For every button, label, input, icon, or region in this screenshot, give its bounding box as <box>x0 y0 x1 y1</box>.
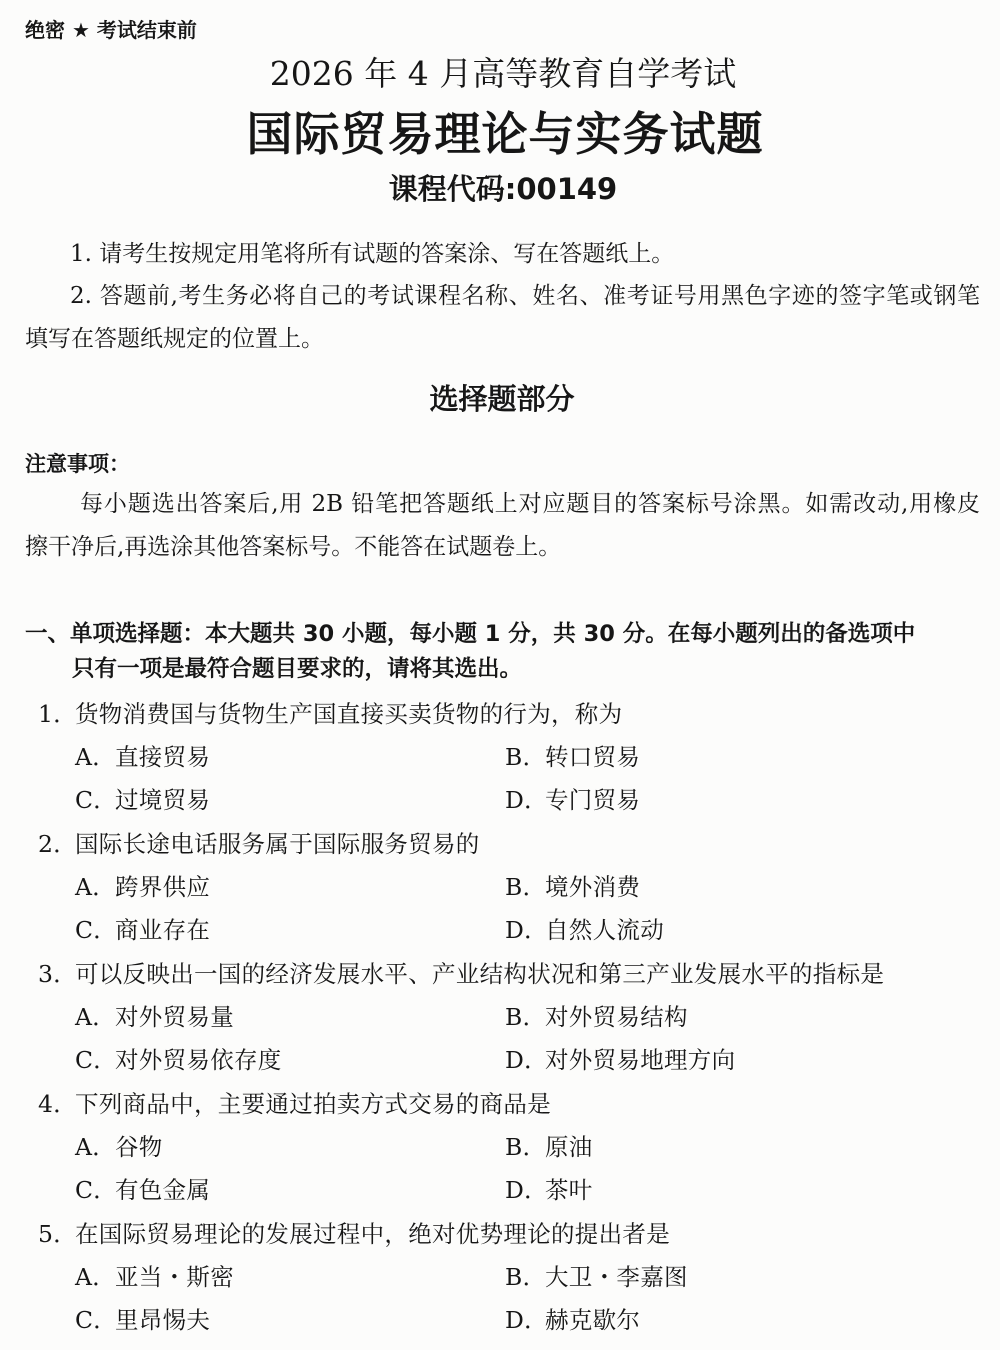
option-label: D． <box>505 1306 548 1334</box>
option-text: 大卫・李嘉图 <box>545 1263 688 1291</box>
option-c <box>75 786 211 814</box>
option-c <box>75 1176 211 1204</box>
question-number: 1． <box>38 700 78 728</box>
option-label: C． <box>75 1046 118 1074</box>
question-stem: 国际长途电话服务属于国际服务贸易的 <box>75 830 480 858</box>
option-c <box>75 1046 282 1074</box>
option-text: 对外贸易量 <box>115 1003 234 1031</box>
option-text: 对外贸易依存度 <box>115 1046 282 1074</box>
part-title: 选择题部分 <box>429 382 575 416</box>
option-label: A． <box>75 743 117 771</box>
option-label: D． <box>505 1176 548 1204</box>
section-heading-line-1: 一、单项选择题：本大题共 30 小题，每小题 1 分，共 30 分。在每小题列出的备选项中 <box>25 621 916 647</box>
option-text: 有色金属 <box>115 1176 211 1204</box>
option-text: 直接贸易 <box>115 743 211 771</box>
option-label: C． <box>75 1176 118 1204</box>
option-a <box>75 1133 163 1161</box>
option-d <box>505 1306 641 1334</box>
question-number: 2． <box>38 830 78 858</box>
option-label: A． <box>75 873 117 901</box>
question-number: 4． <box>38 1090 78 1118</box>
option-label: D． <box>505 786 548 814</box>
option-label: B． <box>505 873 547 901</box>
option-text: 里昂惕夫 <box>115 1306 211 1334</box>
notice-line-1: 每小题选出答案后,用 2B 铅笔把答题纸上对应题目的答案标号涂黑。如需改动,用橡皮 <box>80 491 980 517</box>
option-b <box>505 1133 593 1161</box>
option-text: 茶叶 <box>545 1176 593 1204</box>
option-text: 对外贸易地理方向 <box>545 1046 736 1074</box>
option-label: A． <box>75 1003 117 1031</box>
notice-heading: 注意事项： <box>25 452 130 476</box>
instruction-2-line-2: 填写在答题纸规定的位置上。 <box>25 326 324 352</box>
instruction-2-line-1: 2. 答题前,考生务必将自己的考试课程名称、姓名、准考证号用黑色字迹的签字笔或钢笔 <box>70 283 980 309</box>
option-c <box>75 1306 211 1334</box>
option-text: 商业存在 <box>115 916 211 944</box>
paper-title: 国际贸易理论与实务试题 <box>246 107 764 161</box>
option-d <box>505 786 641 814</box>
option-label: B． <box>505 1133 547 1161</box>
option-text: 转口贸易 <box>545 743 641 771</box>
question-stem: 下列商品中，主要通过拍卖方式交易的商品是 <box>75 1090 551 1118</box>
option-d <box>505 1176 593 1204</box>
exam-session: 2026 年 4 月高等教育自学考试 <box>269 54 737 93</box>
option-text: 境外消费 <box>545 873 641 901</box>
option-text: 过境贸易 <box>115 786 211 814</box>
course-code: 课程代码:00149 <box>388 172 618 206</box>
question-number: 3． <box>38 960 78 988</box>
option-label: A． <box>75 1133 117 1161</box>
notice-line-2: 擦干净后,再选涂其他答案标号。不能答在试题卷上。 <box>25 534 562 560</box>
option-text: 跨界供应 <box>115 873 211 901</box>
option-a <box>75 1263 234 1291</box>
option-b <box>505 1263 688 1291</box>
option-b <box>505 873 641 901</box>
option-text: 专门贸易 <box>545 786 641 814</box>
question-stem: 货物消费国与货物生产国直接买卖货物的行为，称为 <box>75 700 623 728</box>
confidential-mark: 绝密 ★ 考试结束前 <box>25 18 197 42</box>
instruction-1: 1. 请考生按规定用笔将所有试题的答案涂、写在答题纸上。 <box>70 241 675 267</box>
question-number: 5． <box>38 1220 78 1248</box>
option-b <box>505 743 641 771</box>
option-a <box>75 743 211 771</box>
option-label: B． <box>505 743 547 771</box>
option-text: 对外贸易结构 <box>545 1003 688 1031</box>
section-heading-line-2: 只有一项是最符合题目要求的，请将其选出。 <box>72 656 523 682</box>
option-a <box>75 873 211 901</box>
question-stem: 可以反映出一国的经济发展水平、产业结构状况和第三产业发展水平的指标是 <box>75 960 885 988</box>
option-text: 亚当・斯密 <box>115 1263 234 1291</box>
option-a <box>75 1003 234 1031</box>
option-c <box>75 916 211 944</box>
option-text: 原油 <box>545 1133 593 1161</box>
option-label: B． <box>505 1003 547 1031</box>
question-stem: 在国际贸易理论的发展过程中，绝对优势理论的提出者是 <box>75 1220 670 1248</box>
option-label: C． <box>75 786 118 814</box>
option-d <box>505 1046 736 1074</box>
option-label: C． <box>75 1306 118 1334</box>
option-label: C． <box>75 916 118 944</box>
option-text: 自然人流动 <box>545 916 664 944</box>
option-label: B． <box>505 1263 547 1291</box>
option-label: D． <box>505 1046 548 1074</box>
option-d <box>505 916 664 944</box>
option-text: 谷物 <box>115 1133 163 1161</box>
option-b <box>505 1003 688 1031</box>
option-text: 赫克歇尔 <box>545 1306 641 1334</box>
option-label: A． <box>75 1263 117 1291</box>
option-label: D． <box>505 916 548 944</box>
